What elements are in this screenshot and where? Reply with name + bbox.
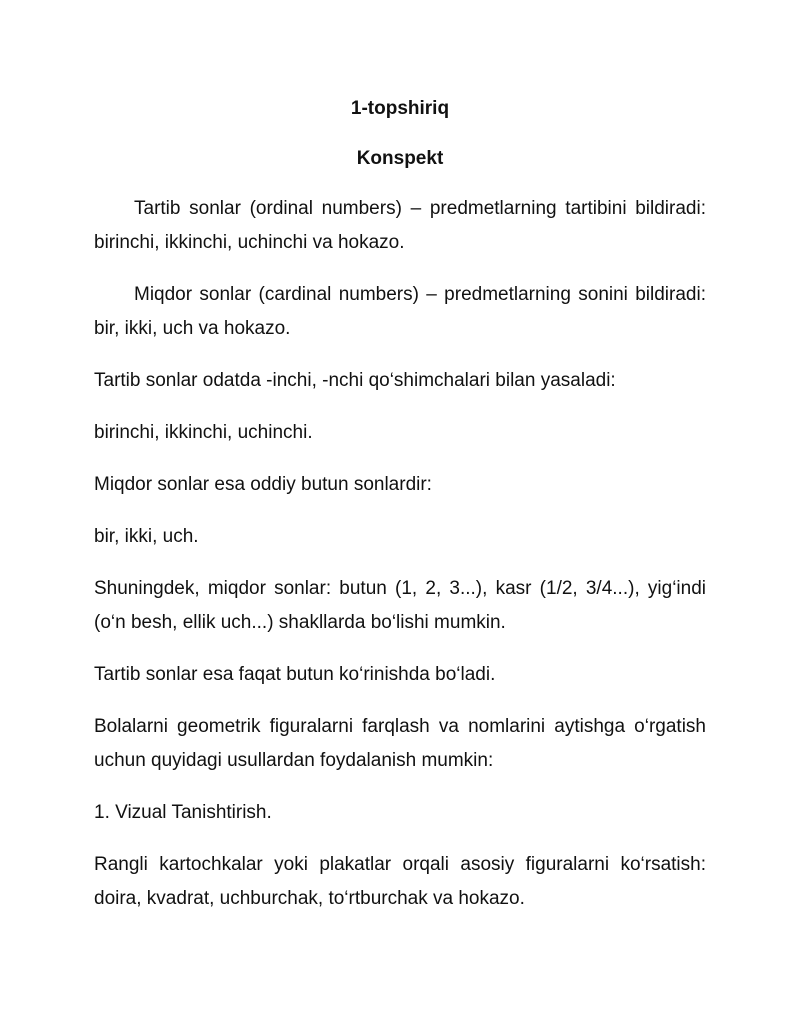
paragraph-ordinal-form: Tartib sonlar esa faqat butun ko‘rinishda bo‘ladi. <box>94 664 496 685</box>
paragraph-method-description: Rangli kartochkalar yoki plakatlar orqali asosiy figuralarni ko‘rsatish: doira, kvadrat, uchburchak, to‘rtburchak va hokazo. <box>94 854 706 909</box>
paragraph-cardinal-forms: Shuningdek, miqdor sonlar: butun (1, 2, 3...), kasr (1/2, 3/4...), yig‘indi (o‘n besh, ellik uch...) shakllarda bo‘lishi mumkin. <box>94 578 706 633</box>
paragraph-ordinal-examples: birinchi, ikkinchi, uchinchi. <box>94 422 313 443</box>
paragraph-cardinal-definition: Miqdor sonlar (cardinal numbers) – predmetlarning sonini bildiradi: bir, ikki, uch va hokazo. <box>94 284 706 339</box>
page-subtitle: Konspekt <box>356 148 444 169</box>
paragraph-geometry-intro: Bolalarni geometrik figuralarni farqlash va nomlarini aytishga o‘rgatish uchun quyidagi usullardan foydalanish mumkin: <box>94 716 706 771</box>
page-title: 1-topshiriq <box>350 98 450 119</box>
paragraph-cardinal-note: Miqdor sonlar esa oddiy butun sonlardir: <box>94 474 432 495</box>
document-page <box>94 92 706 934</box>
paragraph-ordinal-suffixes: Tartib sonlar odatda -inchi, -nchi qo‘shimchalari bilan yasaladi: <box>94 370 616 391</box>
paragraph-method-heading: 1. Vizual Tanishtirish. <box>94 802 272 823</box>
paragraph-ordinal-definition: Tartib sonlar (ordinal numbers) – predmetlarning tartibini bildiradi: birinchi, ikkinchi, uchinchi va hokazo. <box>94 198 706 253</box>
paragraph-cardinal-examples: bir, ikki, uch. <box>94 526 199 547</box>
